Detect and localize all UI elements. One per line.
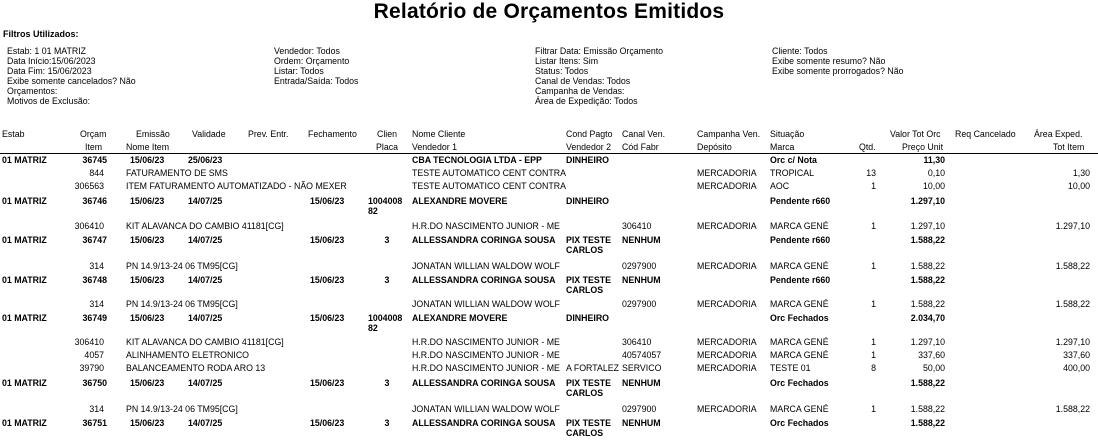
emissao-cell: 15/06/23 [130,313,165,323]
orcam-cell: 36746 [82,196,107,206]
nome-item-cell: KIT ALAVANCA DO CAMBIO 41181[CG] [126,221,284,231]
emissao-cell: 15/06/23 [130,275,165,285]
order-row [0,313,1098,333]
orcam-cell: 36747 [82,235,107,245]
nome-cliente-cell: ALLESSANDRA CORINGA SOUSA [412,418,556,428]
filter-line: Exibe somente cancelados? Não [7,76,136,86]
deposito-cell: MERCADORIA [697,181,757,191]
qtd-cell: 1 [871,299,876,309]
cond-pagto-cell: DINHEIRO [566,313,610,323]
header-orcam: Orçam [80,129,107,139]
filter-line: Listar: Todos [274,66,324,76]
vendedor-cell: JONATAN WILLIAN WALDOW WOLF [412,404,560,414]
cod-fabr-cell: 0297900 [622,261,657,271]
item-row [0,261,1098,273]
deposito-cell: MERCADORIA [697,337,757,347]
nome-cliente-cell: ALLESSANDRA CORINGA SOUSA [412,275,556,285]
filter-line: Data Fim: 15/06/2023 [7,66,92,76]
filters-col-2 [274,46,358,86]
vendedor-cell: JONATAN WILLIAN WALDOW WOLF [412,299,560,309]
marca-cell: MARCA GENÉ [770,299,829,309]
nome-cliente-cell: ALLESSANDRA CORINGA SOUSA [412,378,556,388]
item-code-cell: 306410 [74,337,104,347]
filter-line: Canal de Vendas: Todos [535,76,631,86]
deposito-cell: MERCADORIA [697,168,757,178]
deposito-cell: MERCADORIA [697,261,757,271]
qtd-cell: 8 [871,363,876,373]
item-code-cell: 306410 [74,221,104,231]
valor-tot-cell: 1.588,22 [910,275,945,285]
nome-item-cell: BALANCEAMENTO RODA ARO 13 [126,363,266,373]
header-fechamento: Fechamento [308,129,357,139]
header-estab: Estab [2,129,25,139]
estab-cell: 01 MATRIZ [2,313,47,323]
validade-cell: 14/07/25 [188,275,223,285]
cond-pagto-cell: PIX TESTE CARLOS [566,235,611,255]
marca-cell: MARCA GENÉ [770,337,829,347]
header-vendedor-1: Vendedor 1 [412,142,458,152]
qtd-cell: 1 [871,337,876,347]
clien-cell: 1004008 82 [368,313,403,333]
validade-cell: 25/06/23 [188,155,223,165]
estab-cell: 01 MATRIZ [2,155,47,165]
fechamento-cell: 15/06/23 [310,196,345,206]
tot-item-cell: 1.297,10 [1055,337,1090,347]
orcam-cell: 36751 [82,418,107,428]
header-nome-cliente: Nome Cliente [412,129,466,139]
order-row [0,235,1098,255]
nome-cliente-cell: ALEXANDRE MOVERE [412,196,508,206]
marca-cell: MARCA GENÉ [770,404,829,414]
filter-line: Estab: 1 01 MATRIZ [7,46,87,56]
filters-col-3 [535,46,663,106]
filter-line: Exibe somente resumo? Não [772,56,886,66]
deposito-cell: MERCADORIA [697,350,757,360]
filters-heading: Filtros Utilizados: [3,29,79,39]
header-valor-tot-orc: Valor Tot Orc [890,129,941,139]
clien-cell: 1004008 82 [368,196,403,216]
nome-cliente-cell: ALLESSANDRA CORINGA SOUSA [412,235,556,245]
emissao-cell: 15/06/23 [130,378,165,388]
situacao-cell: Pendente r660 [770,275,831,285]
vendedor-cell: H.R.DO NASCIMENTO JUNIOR - ME [412,337,560,347]
header-situacao: Situação [770,129,805,139]
item-code-cell: 314 [89,261,104,271]
situacao-cell: Orc Fechados [770,313,829,323]
filter-line: Entrada/Saída: Todos [274,76,359,86]
item-row [0,363,1098,375]
cond-pagto-cell: PIX TESTE CARLOS [566,418,611,438]
marca-cell: MARCA GENÉ [770,350,829,360]
validade-cell: 14/07/25 [188,418,223,428]
cod-fabr-cell: 306410 [622,337,652,347]
tot-item-cell: 1.588,22 [1055,261,1090,271]
qtd-cell: 1 [871,221,876,231]
item-row [0,337,1098,349]
valor-tot-cell: 1.588,22 [910,418,945,428]
vendedor-cell: JONATAN WILLIAN WALDOW WOLF [412,261,560,271]
emissao-cell: 15/06/23 [130,418,165,428]
header-area-exped: Área Exped. [1034,129,1083,139]
item-code-cell: 314 [89,299,104,309]
filter-line: Cliente: Todos [772,46,828,56]
header-emissao: Emissão [136,129,170,139]
validade-cell: 14/07/25 [188,196,223,206]
valor-tot-cell: 1.588,22 [910,378,945,388]
cod-fabr-cell: 0297900 [622,404,657,414]
qtd-cell: 1 [871,404,876,414]
vendedor-cell: H.R.DO NASCIMENTO JUNIOR - ME [412,350,560,360]
emissao-cell: 15/06/23 [130,235,165,245]
orcam-cell: 36750 [82,378,107,388]
qtd-cell: 1 [871,350,876,360]
item-row [0,181,1098,193]
situacao-cell: Pendente r660 [770,235,831,245]
tot-item-cell: 1,30 [1072,168,1090,178]
fechamento-cell: 15/06/23 [310,235,345,245]
fechamento-cell: 15/06/23 [310,313,345,323]
estab-cell: 01 MATRIZ [2,196,47,206]
item-code-cell: 314 [89,404,104,414]
qtd-cell: 1 [871,261,876,271]
orcam-cell: 36748 [82,275,107,285]
header-clien: Clien [377,129,398,139]
filter-line: Motivos de Exclusão: [7,96,91,106]
filter-line: Filtrar Data: Emissão Orçamento [535,46,664,56]
tot-item-cell: 10,00 [1067,181,1090,191]
deposito-cell: MERCADORIA [697,363,757,373]
valor-tot-cell: 11,30 [923,155,945,165]
preco-unit-cell: 1.588,22 [910,299,945,309]
preco-unit-cell: 337,60 [918,350,945,360]
nome-item-cell: KIT ALAVANCA DO CAMBIO 41181[CG] [126,337,284,347]
filter-line: Listar Itens: Sim [535,56,599,66]
nome-item-cell: FATURAMENTO DE SMS [126,168,228,178]
deposito-cell: MERCADORIA [697,404,757,414]
header-vendedor-2: Vendedor 2 [566,142,612,152]
estab-cell: 01 MATRIZ [2,418,47,428]
emissao-cell: 15/06/23 [130,155,165,165]
tot-item-cell: 337,60 [1063,350,1090,360]
qtd-cell: 13 [866,168,876,178]
nome-item-cell: ITEM FATURAMENTO AUTOMATIZADO - NÃO MEXER [126,181,347,191]
item-row [0,168,1098,180]
vendedor-cell: H.R.DO NASCIMENTO JUNIOR - ME [412,363,560,373]
orcam-cell: 36749 [82,313,107,323]
header-prev-entr: Prev. Entr. [248,129,289,139]
header-cond-pagto: Cond Pagto [566,129,613,139]
header-canal-ven: Canal Ven. [622,129,666,139]
situacao-cell: Orc c/ Nota [770,155,817,165]
item-code-cell: 39790 [79,363,104,373]
filter-line: Exibe somente prorrogados? Não [772,66,904,76]
filter-line: Data Início:15/06/2023 [7,56,96,66]
header-qtd: Qtd. [859,142,876,152]
cod-fabr-cell: 40574057 [622,350,662,360]
filter-line: Área de Expedição: Todos [535,96,638,106]
header-validade: Validade [192,129,226,139]
valor-tot-cell: 2.034,70 [910,313,945,323]
situacao-cell: Orc Fechados [770,418,829,428]
tot-item-cell: 1.588,22 [1055,299,1090,309]
item-code-cell: 844 [89,168,104,178]
item-row [0,299,1098,311]
report-title: Relatório de Orçamentos Emitidos [373,0,725,23]
validade-cell: 14/07/25 [188,313,223,323]
order-row [0,275,1098,295]
fechamento-cell: 15/06/23 [310,418,345,428]
item-row [0,350,1098,362]
order-row [0,378,1098,398]
preco-unit-cell: 10,00 [922,181,945,191]
header-deposito: Depósito [697,142,732,152]
header-tot-item: Tot Item [1053,142,1085,152]
situacao-cell: Pendente r660 [770,196,831,206]
cond-pagto-cell: DINHEIRO [566,155,610,165]
nome-item-cell: PN 14.9/13-24 06 TM95[CG] [126,261,238,271]
situacao-cell: Orc Fechados [770,378,829,388]
cod-fabr-cell: 0297900 [622,299,657,309]
deposito-cell: MERCADORIA [697,299,757,309]
cod-fabr-cell: 306410 [622,221,652,231]
canal-cell: NENHUM [622,275,661,285]
nome-item-cell: ALINHAMENTO ELETRONICO [126,350,250,360]
preco-unit-cell: 1.297,10 [910,337,945,347]
valor-tot-cell: 1.588,22 [910,235,945,245]
clien-cell: 3 [384,275,390,285]
valor-tot-cell: 1.297,10 [910,196,945,206]
cond-pagto-cell: PIX TESTE CARLOS [566,378,611,398]
clien-cell: 3 [384,418,390,428]
marca-cell: AOC [770,181,790,191]
canal-cell: NENHUM [622,378,661,388]
filters-col-1 [7,46,136,106]
fechamento-cell: 15/06/23 [310,275,345,285]
nome-cliente-cell: ALEXANDRE MOVERE [412,313,508,323]
vendedor-cell: TESTE AUTOMATICO CENT CONTRA [412,181,566,191]
filter-line: Orçamentos: [7,86,58,96]
emissao-cell: 15/06/23 [130,196,165,206]
nome-item-cell: PN 14.9/13-24 06 TM95[CG] [126,404,238,414]
order-row [0,155,1098,167]
marca-cell: TESTE 01 [770,363,811,373]
filter-line: Campanha de Vendas: [535,86,625,96]
header-preco-unit: Preço Unit [902,142,944,152]
cond-pagto-cell: PIX TESTE CARLOS [566,275,611,295]
preco-unit-cell: 1.588,22 [910,404,945,414]
order-row [0,196,1098,216]
deposito-cell: MERCADORIA [697,221,757,231]
preco-unit-cell: 1.588,22 [910,261,945,271]
item-row [0,221,1098,233]
canal-cell: NENHUM [622,235,661,245]
item-row [0,404,1098,416]
tot-item-cell: 1.588,22 [1055,404,1090,414]
preco-unit-cell: 0,10 [927,168,945,178]
fechamento-cell: 15/06/23 [310,378,345,388]
nome-cliente-cell: CBA TECNOLOGIA LTDA - EPP [412,155,542,165]
header-divider [0,153,1098,154]
header-item: Item [85,142,103,152]
cod-fabr-cell: SERVICO [622,363,662,373]
header-cod-fabr: Cód Fabr [622,142,659,152]
header-placa: Placa [376,142,399,152]
clien-cell: 3 [384,378,390,388]
estab-cell: 01 MATRIZ [2,235,47,245]
vendedor2-cell: A FORTALEZ [566,363,619,373]
orcam-cell: 36745 [82,155,107,165]
marca-cell: MARCA GENÉ [770,261,829,271]
estab-cell: 01 MATRIZ [2,378,47,388]
cond-pagto-cell: DINHEIRO [566,196,610,206]
marca-cell: TROPICAL [770,168,814,178]
tot-item-cell: 1.297,10 [1055,221,1090,231]
vendedor-cell: H.R.DO NASCIMENTO JUNIOR - ME [412,221,560,231]
preco-unit-cell: 50,00 [922,363,945,373]
header-campanha-ven: Campanha Ven. [697,129,761,139]
header-nome-item: Nome Item [126,142,170,152]
validade-cell: 14/07/25 [188,235,223,245]
header-marca: Marca [770,142,795,152]
estab-cell: 01 MATRIZ [2,275,47,285]
vendedor-cell: TESTE AUTOMATICO CENT CONTRA [412,168,566,178]
marca-cell: MARCA GENÉ [770,221,829,231]
header-req-cancelado: Req Cancelado [955,129,1016,139]
filter-line: Vendedor: Todos [274,46,340,56]
validade-cell: 14/07/25 [188,378,223,388]
item-code-cell: 4057 [84,350,104,360]
filter-line: Status: Todos [535,66,589,76]
qtd-cell: 1 [871,181,876,191]
preco-unit-cell: 1.297,10 [910,221,945,231]
order-row [0,418,1098,438]
nome-item-cell: PN 14.9/13-24 06 TM95[CG] [126,299,238,309]
canal-cell: NENHUM [622,418,661,428]
tot-item-cell: 400,00 [1063,363,1090,373]
filters-col-4 [772,46,904,76]
item-code-cell: 306563 [74,181,104,191]
clien-cell: 3 [384,235,390,245]
filter-line: Ordem: Orçamento [274,56,350,66]
